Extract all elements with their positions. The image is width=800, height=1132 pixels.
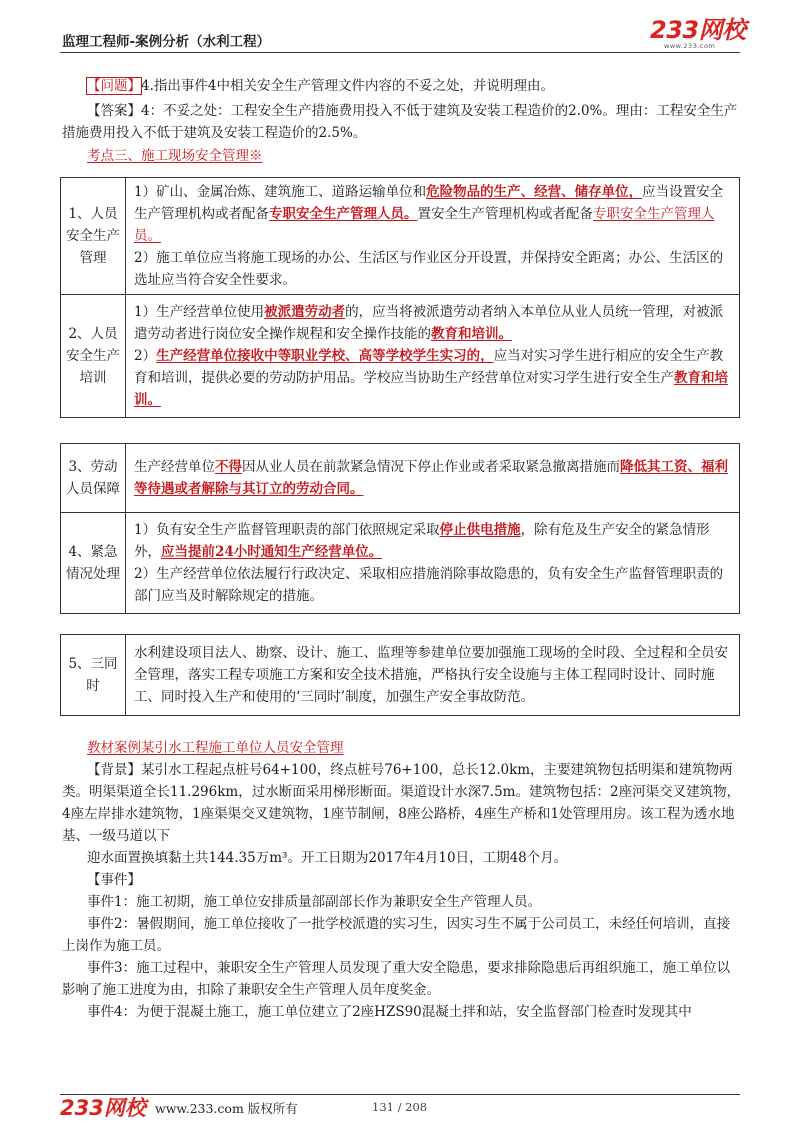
item-1 [134, 181, 733, 247]
highlight-text: 应当提前24小时通知生产经营单位。 [161, 544, 383, 560]
header-title: 监理工程师-案例分析（水利工程） [62, 34, 271, 50]
table-three-simultaneous [60, 634, 740, 716]
row-content [126, 178, 740, 295]
text-run: 2） [134, 348, 157, 364]
row-content [126, 444, 740, 513]
highlight-text: 被派遣劳动者 [264, 304, 346, 320]
row-content: 水利建设项目法人、勘察、设计、施工、监理等参建单位要加强施工现场的全时段、全过程和全员安全管理，落实工程专项施工方案和安全技术措施，严格执行安全设施与主体工程同时设计、同时施工、同时投入生产和使用的‘三同时’制度，加强生产安全事故防范。 [126, 635, 740, 716]
text-run: 1）矿山、金属冶炼、建筑施工、道路运输单位和 [134, 184, 427, 200]
footer-logo[interactable]: 233网校 [60, 1096, 146, 1120]
question-paragraph [62, 75, 742, 97]
table-protection [60, 443, 740, 614]
item-1 [134, 519, 733, 563]
row-content [126, 513, 740, 614]
event-2: 事件2：暑假期间，施工单位接收了一批学校派遣的实习生，因实习生不属于公司员工，未经任何培训，直接上岗作为施工员。 [62, 916, 731, 954]
logo-url: www.233.com [664, 42, 716, 50]
row-label: 4、紧急情况处理 [61, 513, 126, 614]
highlight-text: 危险物品的生产、经营、储存单位， [426, 184, 643, 200]
row-content [126, 295, 740, 418]
question-tag: 【问题】 [87, 78, 141, 94]
question-text: 4.指出事件4中相关安全生产管理文件内容的不妥之处，并说明理由。 [141, 78, 554, 94]
text-run: 生产经营单位 [134, 459, 215, 475]
table-row [61, 178, 740, 295]
event-1: 事件1：施工初期，施工单位安排质量部副部长作为兼职安全生产管理人员。 [87, 894, 542, 910]
highlight-text: 不得 [215, 459, 242, 475]
row-label: 2、人员安全生产培训 [61, 295, 126, 418]
highlight-text: 专职安全生产管理人员。 [134, 206, 715, 244]
row-label: 1、人员安全生产管理 [61, 178, 126, 295]
answer-tag: 【答案】 [87, 103, 141, 119]
item-2: 2）施工单位应当将施工现场的办公、生活区与作业区分开设置，并保持安全距离；办公、生活区的选址应当符合安全性要求。 [134, 250, 724, 288]
row-label: 3、劳动人员保障 [61, 444, 126, 513]
text-run: 因从业人员在前款紧急情况下停止作业或者采取紧急撤离措施而 [242, 459, 620, 475]
page-number: 131 / 208 [372, 1100, 428, 1114]
row-label: 5、三同时 [61, 635, 126, 716]
text-run: 的，应当将被派遣劳动者纳入本单位从业人员统一管理，对被派遣劳动者进行岗位安全操作规程和安全操作技能的 [134, 304, 724, 342]
highlight-text: 停止供电措施 [439, 522, 521, 538]
section-title: 考点三、施工现场安全管理※ [87, 148, 263, 164]
item-2: 2）生产经营单位依法履行行政决定、采取相应措施消除事故隐患的，负有安全生产监督管理职责的部门应当及时解除规定的措施。 [134, 566, 724, 604]
header-divider [60, 52, 740, 53]
text-run: 应当对实习学生进行相应的安全生产教育和培训，提供必要的劳动防护用品。学校应当协助生产经营单位对实习学生进行安全生产 [134, 348, 724, 386]
highlight-text: 教育和培训。 [134, 370, 728, 408]
table-row [61, 444, 740, 513]
item-1 [134, 301, 733, 345]
item-2 [134, 345, 733, 411]
highlight-text: 生产经营单位接收中等职业学校、高等学校学生实习的， [156, 348, 494, 364]
background-tag: 【背景】 [87, 762, 141, 778]
case-title: 教材案例某引水工程施工单位人员安全管理 [87, 740, 344, 756]
background-text: 某引水工程起点桩号64+100，终点桩号76+100，总长12.0km，主要建筑物包括明渠和建筑物两类。明渠渠道全长11.296km，过水断面采用梯形断面。渠道设计水深7.5m。建筑物包括：2座河渠交叉建筑物，4座左岸排水建筑物，1座渠渠交叉建筑物，1座节制闸，8座公路桥，4座生产桥和1处管理用房。该工程为透水地基、一级马道以下 [62, 762, 741, 844]
text-run: 1）生产经营单位使用 [134, 304, 265, 320]
text-run: ，除有危及生产安全的紧急情形外， [134, 522, 710, 560]
case-background-continued: 迎水面置换填黏土共144.35万m³。开工日期为2017年4月10日，工期48个月。 [87, 850, 568, 866]
answer-paragraph [62, 100, 742, 144]
table-row [61, 635, 740, 716]
events-tag: 【事件】 [87, 872, 141, 888]
event-4: 事件4：为便于混凝土施工，施工单位建立了2座HZS90混凝土拌和站，安全监督部门检查时发现其中 [87, 1004, 692, 1020]
event-3: 事件3：施工过程中，兼职安全生产管理人员发现了重大安全隐患，要求排除隐患后再组织施工，施工单位以影响了施工进度为由，扣除了兼职安全生产管理人员年度奖金。 [62, 960, 731, 998]
table-row [61, 295, 740, 418]
text-run: 置安全生产管理机构或者配备 [417, 206, 593, 222]
text-run: 应当设置安全生产管理机构或者配备 [134, 184, 724, 222]
highlight-text: 降低其工资、福利等待遇或者解除与其订立的劳动合同。 [134, 459, 728, 497]
table-personnel [60, 177, 740, 418]
text-run: 1）负有安全生产监督管理职责的部门依照规定采取 [134, 522, 440, 538]
logo-text: 233网校 [650, 16, 746, 44]
highlight-text: 教育和培训。 [431, 326, 512, 342]
brand-logo[interactable] [650, 18, 746, 50]
case-background [62, 759, 742, 847]
footer-divider [60, 1094, 740, 1095]
footer-copyright: www.233.com 版权所有 [155, 1101, 298, 1116]
highlight-text: 专职安全生产管理人员。 [269, 206, 418, 222]
table-row [61, 513, 740, 614]
answer-text: 4：不妥之处：工程安全生产措施费用投入不低于建筑及安装工程造价的2.0%。理由：工程安全生产措施费用投入不低于建筑及安装工程造价的2.5%。 [62, 103, 738, 141]
